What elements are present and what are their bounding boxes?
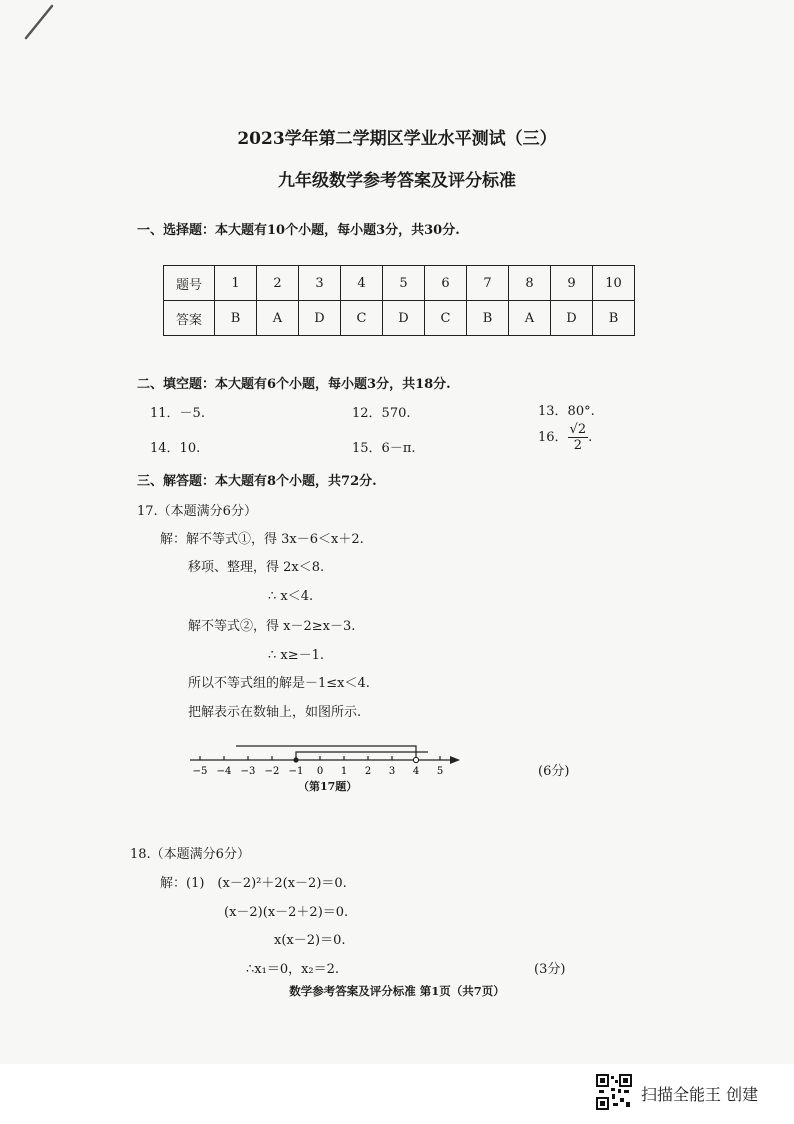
fill-answer-14: 14．10. (150, 441, 201, 456)
page-subtitle: 九年级数学参考答案及评分标准 (278, 171, 516, 191)
scanner-watermark-text: 扫描全能王 创建 (641, 1085, 759, 1104)
section-choice-heading: 一、选择题：本大题有10个小题，每小题3分，共30分. (137, 223, 460, 238)
number-line-tick-label: 2 (364, 766, 372, 777)
q17-line-7: 把解表示在数轴上，如图所示. (188, 705, 362, 720)
q18-score: (3分) (534, 962, 566, 977)
table-cell: B (593, 301, 635, 336)
q17-line-3: ∴ x＜4. (268, 589, 314, 604)
page-title: 2023学年第二学期区学业水平测试（三） (237, 129, 557, 149)
page-footer: 数学参考答案及评分标准 第1页（共7页） (289, 984, 505, 998)
open-endpoint-circle (413, 757, 418, 762)
number-line-labels (193, 766, 444, 777)
table-cell: 8 (509, 266, 551, 301)
q18-line-3: x(x－2)＝0. (274, 933, 346, 948)
q18-heading: 18.（本题满分6分） (130, 847, 250, 862)
q18-line-4: ∴x₁＝0，x₂＝2. (246, 962, 340, 977)
table-cell: 9 (551, 266, 593, 301)
q17-line-2: 移项、整理，得 2x＜8. (188, 560, 325, 575)
fraction (568, 422, 589, 453)
number-line-tick-label: 5 (436, 766, 444, 777)
q17-line-4: 解不等式②，得 x－2≥x－3. (188, 619, 356, 634)
table-cell: 2 (257, 266, 299, 301)
table-cell: 7 (467, 266, 509, 301)
table-cell: A (509, 301, 551, 336)
table-header-cell: 答案 (164, 301, 215, 336)
fill-answer-16 (538, 422, 592, 453)
figure-caption: （第17题） (298, 780, 358, 793)
number-line-figure (186, 736, 476, 780)
table-cell: 6 (425, 266, 467, 301)
number-line-tick-label: −3 (240, 766, 256, 777)
fill-answer-13: 13．80°. (538, 404, 595, 419)
q18-line-1: 解：(1) (x－2)²＋2(x－2)＝0. (160, 876, 347, 891)
section-fill-heading: 二、填空题：本大题有6个小题，每小题3分，共18分. (137, 377, 451, 392)
table-cell: D (383, 301, 425, 336)
q17-score: (6分) (538, 764, 570, 779)
table-header-cell: 题号 (164, 266, 215, 301)
q17-line-6: 所以不等式组的解是－1≤x＜4. (188, 676, 370, 691)
table-row (164, 301, 635, 336)
fill-16-prefix: 16． (538, 430, 568, 445)
number-line-tick-label: 0 (316, 766, 324, 777)
solution-bracket-upper (236, 746, 416, 760)
fraction-numerator: √2 (569, 422, 587, 437)
fill-answer-15: 15．6－π. (352, 441, 416, 456)
answer-table (163, 265, 635, 336)
table-cell: B (215, 301, 257, 336)
solution-bracket-lower (296, 752, 428, 760)
number-line-tick-label: −1 (288, 766, 304, 777)
table-cell: 3 (299, 266, 341, 301)
table-cell: D (299, 301, 341, 336)
q17-line-1: 解：解不等式①，得 3x－6＜x＋2. (160, 532, 364, 547)
fill-answer-12: 12．570. (352, 406, 411, 421)
pen-mark-icon (22, 2, 62, 42)
table-cell: 10 (593, 266, 635, 301)
table-cell: B (467, 301, 509, 336)
table-cell: D (551, 301, 593, 336)
table-cell: A (257, 301, 299, 336)
number-line-tick-label: 1 (340, 766, 348, 777)
closed-endpoint-dot (293, 757, 298, 762)
table-row (164, 266, 635, 301)
number-line-tick-label: −5 (192, 766, 208, 777)
table-cell: 4 (341, 266, 383, 301)
q17-heading: 17.（本题满分6分） (137, 504, 257, 519)
number-line-tick-label: 4 (412, 766, 420, 777)
q18-line-2: (x－2)(x－2＋2)＝0. (224, 905, 349, 920)
number-line-tick-label: −2 (264, 766, 280, 777)
table-cell: C (425, 301, 467, 336)
fill-16-suffix: . (588, 430, 593, 445)
q17-line-5: ∴ x≥－1. (268, 648, 325, 663)
table-cell: 1 (215, 266, 257, 301)
number-line-tick-label: 3 (388, 766, 396, 777)
fill-answer-11: 11．－5. (150, 406, 205, 421)
fraction-denominator: 2 (573, 438, 582, 453)
number-line-arrow (450, 756, 460, 764)
section-solve-heading: 三、解答题：本大题有8个小题，共72分. (137, 474, 377, 489)
table-cell: C (341, 301, 383, 336)
table-cell: 5 (383, 266, 425, 301)
number-line-tick-label: −4 (216, 766, 232, 777)
qr-code-icon (596, 1074, 632, 1110)
